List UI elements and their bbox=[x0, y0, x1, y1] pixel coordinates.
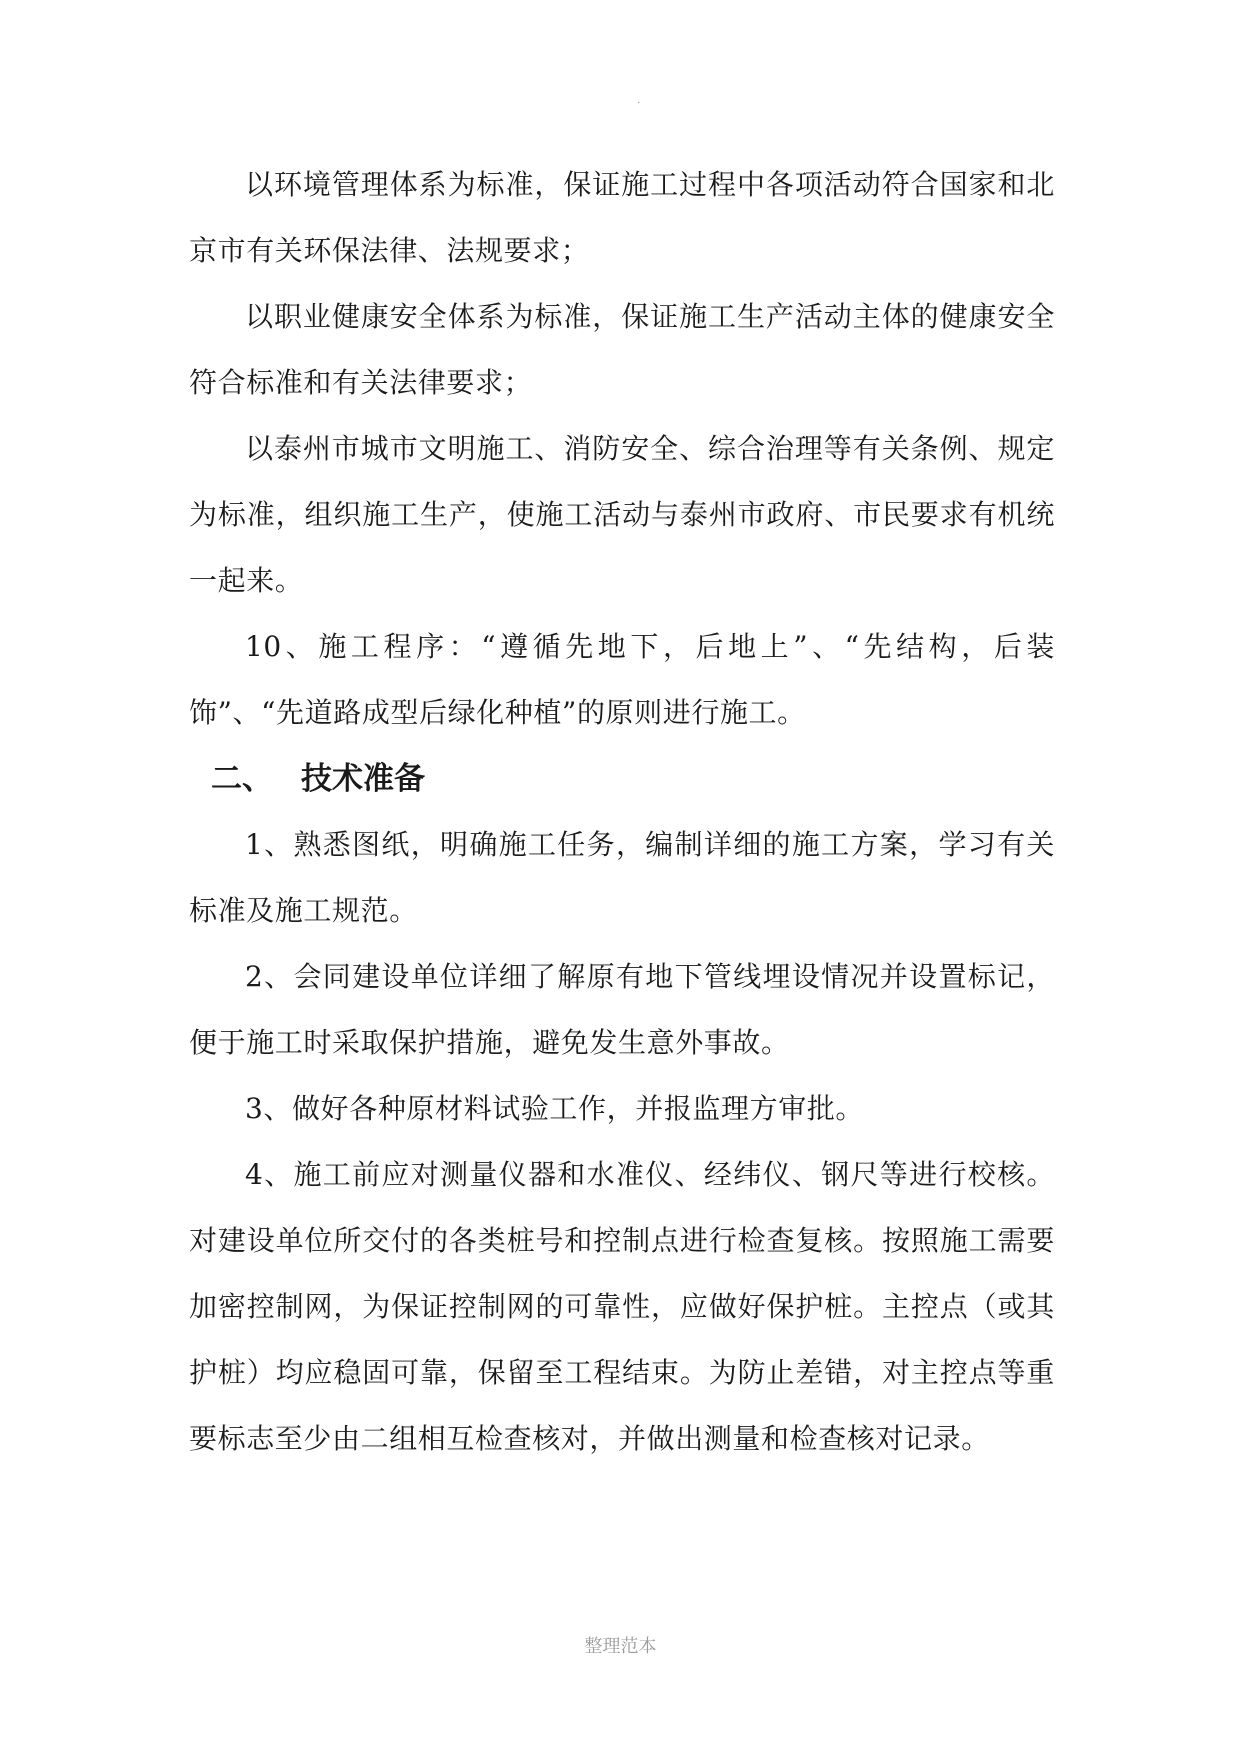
section-heading bbox=[189, 746, 1055, 812]
page-footer: 整理范本 bbox=[584, 1636, 657, 1657]
paragraph-environment: 以环境管理体系为标准，保证施工过程中各项活动符合国家和北京市有关环保法律、法规要求； bbox=[189, 168, 1055, 267]
section-title: 技术准备 bbox=[301, 761, 425, 797]
paragraph-civil-construction: 以泰州市城市文明施工、消防安全、综合治理等有关条例、规定为标准，组织施工生产，使施工活动与泰州市政府、市民要求有机统一起来。 bbox=[189, 432, 1055, 597]
paragraph-pipelines: 2、会同建设单位详细了解原有地下管线埋设情况并设置标记，便于施工时采取保护措施，避免发生意外事故。 bbox=[189, 960, 1055, 1059]
paragraph-construction-sequence: 10、施工程序：“遵循先地下，后地上”、“先结构，后装饰”、“先道路成型后绿化种植”的原则进行施工。 bbox=[189, 630, 1055, 729]
paragraph-health-safety: 以职业健康安全体系为标准，保证施工生产活动主体的健康安全符合标准和有关法律要求； bbox=[189, 300, 1055, 399]
paragraph-materials: 3、做好各种原材料试验工作，并报监理方审批。 bbox=[245, 1092, 865, 1125]
document-body bbox=[189, 152, 1055, 1472]
paragraph-survey: 4、施工前应对测量仪器和水准仪、经纬仪、钢尺等进行校核。对建设单位所交付的各类桩号和控制点进行检查复核。按照施工需要加密控制网，为保证控制网的可靠性，应做好保护桩。主控点（或其护桩）均应稳固可靠，保留至工程结束。为防止差错，对主控点等重要标志至少由二组相互检查核对，并做出测量和检查核对记录。 bbox=[189, 1158, 1055, 1455]
header-mark: . bbox=[637, 95, 641, 106]
section-number: 二、 bbox=[211, 761, 273, 797]
paragraph-drawings: 1、熟悉图纸，明确施工任务，编制详细的施工方案，学习有关标准及施工规范。 bbox=[189, 828, 1055, 927]
